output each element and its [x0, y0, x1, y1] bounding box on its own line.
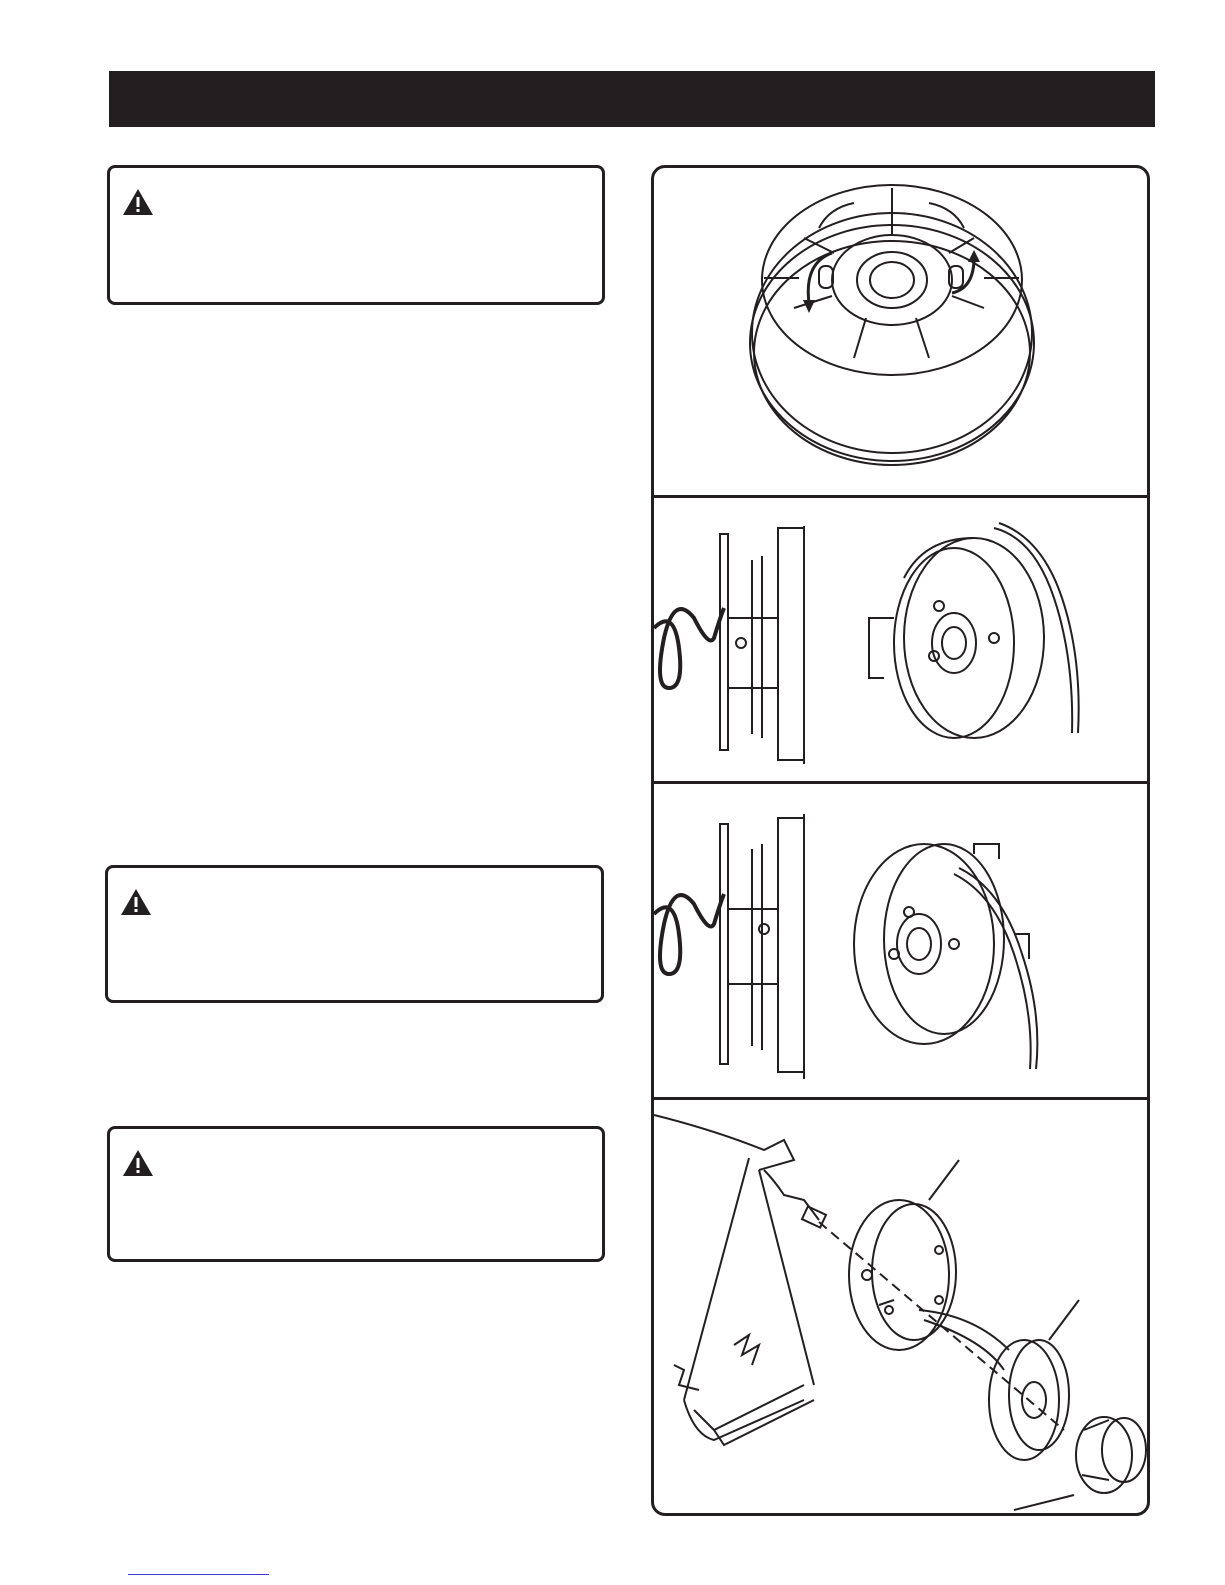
warning-triangle-icon	[120, 888, 152, 916]
warning-box-1	[107, 165, 605, 305]
warning-triangle-icon	[122, 1149, 154, 1177]
figure-panel	[651, 165, 1150, 1516]
warning-box-3	[107, 1126, 605, 1262]
figure-spool-wind-1	[654, 498, 1147, 781]
warning-box-2	[105, 865, 604, 1003]
section-header-bar	[109, 71, 1155, 127]
warning-triangle-icon	[122, 188, 154, 216]
figure-head-assembly	[654, 1100, 1147, 1516]
figure-spool-top	[654, 168, 1147, 495]
figure-spool-wind-2	[654, 784, 1147, 1097]
footer-link-underline[interactable]	[128, 1574, 269, 1575]
